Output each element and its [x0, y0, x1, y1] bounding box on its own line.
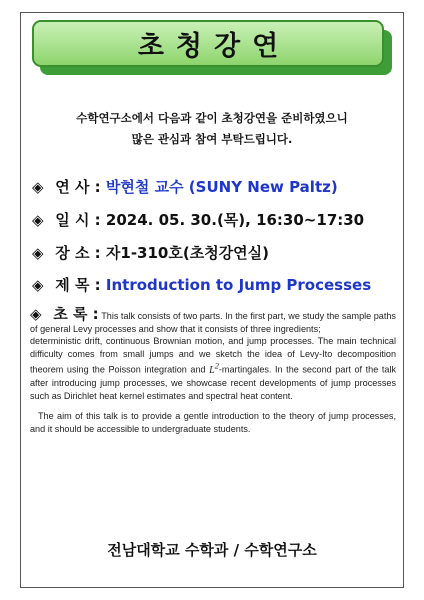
- abstract-heading: [30, 305, 99, 323]
- math-superscript: 2: [214, 361, 219, 371]
- intro-text: [30, 108, 394, 150]
- intro-line-2: 많은 관심과 참여 부탁드립니다.: [131, 132, 293, 146]
- speaker-row: [32, 176, 338, 197]
- venue-label: 장 소 :: [55, 244, 101, 262]
- abstract-paragraph-1: [30, 305, 397, 402]
- abstract-block: [30, 305, 397, 436]
- abstract-label: 초 록 :: [53, 305, 99, 323]
- date-value: 2024. 05. 30.(목), 16:30~17:30: [105, 211, 365, 229]
- abstract-text-part1: This talk consists of two parts. In the first part, we study the sample paths of general Levy processes and show that it consists of three ingredients;: [30, 311, 396, 334]
- abstract-text-part2: deterministic drift, continuous Brownian motion, and jump processes. The main technical difficulty comes from small jumps and we sketch the idea of Levy-Ito decomposition theorem using the Poisson integration and: [30, 336, 396, 375]
- venue-value: 자1-310호(초청강연실): [105, 244, 270, 262]
- math-letter: L: [209, 364, 215, 376]
- topic-row: [32, 274, 371, 295]
- diamond-bullet-icon: ◈: [32, 178, 44, 196]
- diamond-bullet-icon: ◈: [32, 211, 44, 229]
- topic-label: 제 목 :: [55, 276, 101, 294]
- venue-row: [32, 242, 269, 263]
- intro-line-1: 수학연구소에서 다음과 같이 초청강연을 준비하였으니: [76, 111, 348, 125]
- diamond-bullet-icon: ◈: [32, 244, 44, 262]
- abstract-paragraph-2: The aim of this talk is to provide a gentle introduction to the theory of jump processes, and it should be accessible to undergraduate students.: [30, 411, 396, 435]
- poster-title: 초청강연: [137, 31, 291, 62]
- abstract-text-part3: -martingales. In the second part of the talk after introducing jump processes, we showcase recent developments of jump processes such as Dirichlet heat kernel estimates and spectral heat content.: [30, 364, 397, 401]
- diamond-bullet-icon: ◈: [30, 305, 42, 323]
- footer-organizer: 전남대학교 수학과 / 수학연구소: [107, 541, 317, 559]
- poster-frame: [20, 12, 404, 588]
- topic-value: Introduction to Jump Processes: [105, 276, 372, 294]
- date-row: [32, 209, 364, 230]
- math-symbol: [209, 361, 219, 376]
- speaker-value: 박현철 교수 (SUNY New Paltz): [105, 178, 338, 196]
- speaker-label: 연 사 :: [55, 178, 101, 196]
- diamond-bullet-icon: ◈: [32, 276, 44, 294]
- title-banner: [32, 20, 384, 67]
- date-label: 일 시 :: [55, 211, 101, 229]
